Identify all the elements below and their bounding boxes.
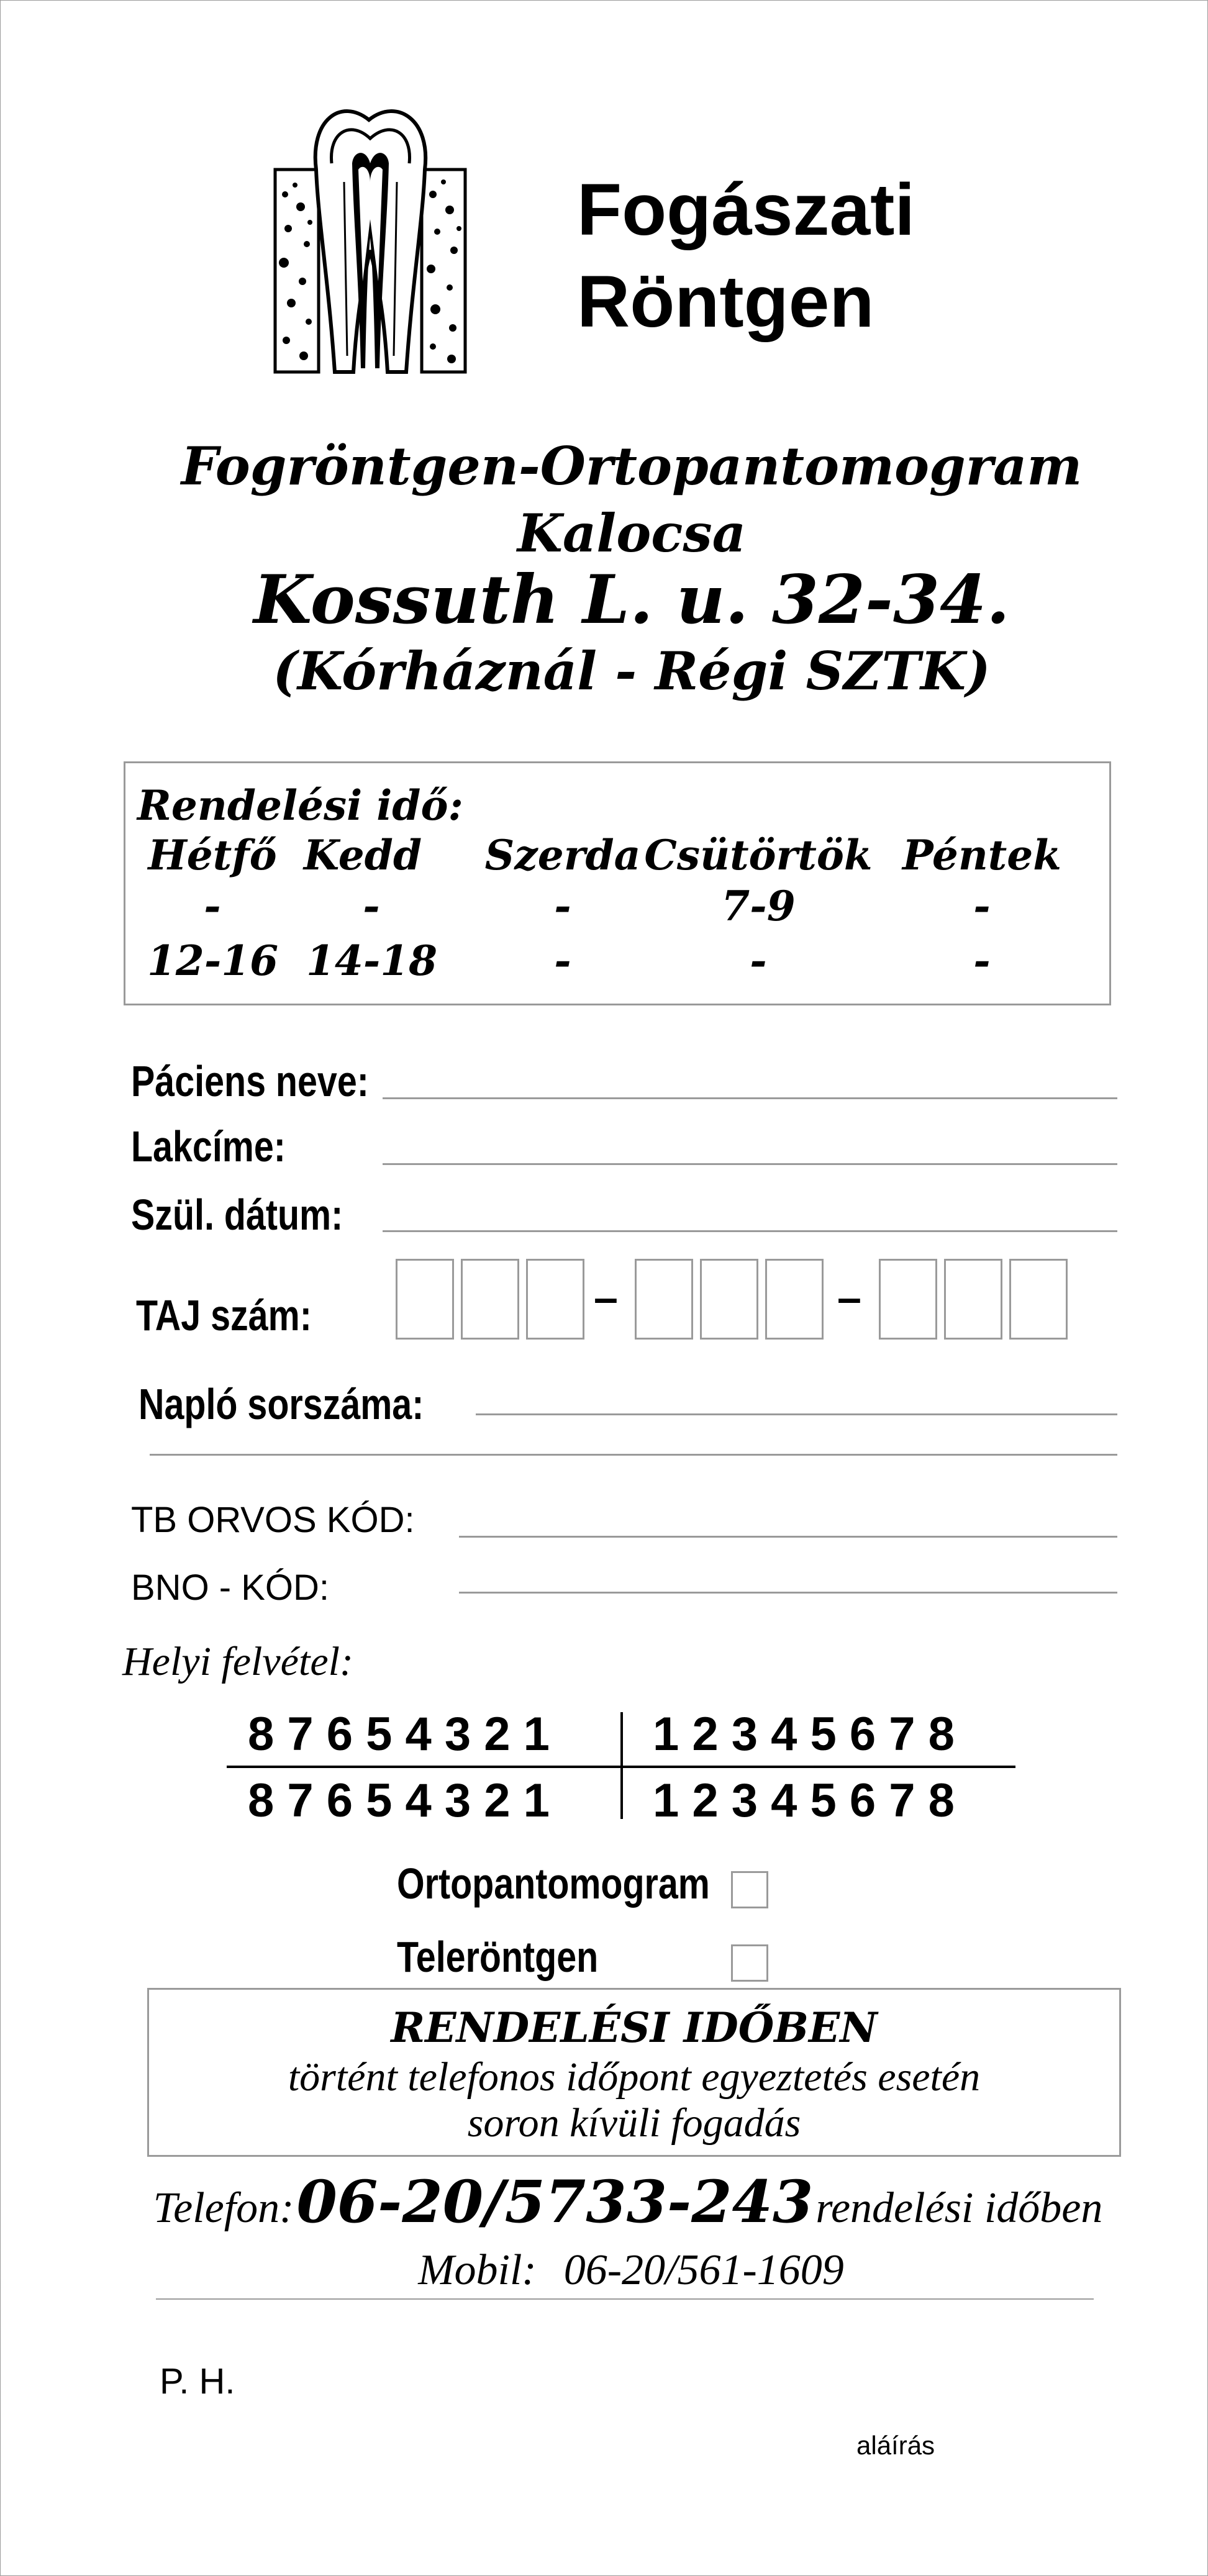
patient-address-line[interactable] bbox=[383, 1163, 1117, 1165]
day-tuesday: Kedd bbox=[303, 831, 422, 879]
clinic-city: Kalocsa bbox=[517, 502, 747, 564]
taj-digit-box[interactable] bbox=[944, 1259, 1002, 1340]
hours-cell: - bbox=[973, 937, 991, 985]
hours-cell: - bbox=[973, 882, 991, 930]
taj-digit-box[interactable] bbox=[879, 1259, 937, 1340]
patient-name-line[interactable] bbox=[383, 1097, 1117, 1099]
signature-label: aláírás bbox=[856, 2431, 935, 2460]
hours-cell: - bbox=[204, 882, 221, 930]
local-recording-label: Helyi felvétel: bbox=[122, 1639, 353, 1684]
hours-cell: 7-9 bbox=[721, 882, 796, 930]
patient-dob-label: Szül. dátum: bbox=[131, 1190, 343, 1239]
header-title-line2: Röntgen bbox=[577, 261, 874, 343]
tooth-row-upper-left: 8 7 6 5 4 3 2 1 bbox=[248, 1708, 550, 1761]
patient-name-label: Páciens neve: bbox=[131, 1057, 369, 1105]
hours-cell: 12-16 bbox=[147, 937, 279, 985]
tooth-row-lower-left: 8 7 6 5 4 3 2 1 bbox=[248, 1774, 550, 1827]
tele-checkbox[interactable] bbox=[731, 1944, 768, 1982]
mobile-label: Mobil: bbox=[418, 2246, 537, 2294]
hours-cell: - bbox=[554, 937, 571, 985]
hours-cell: 14-18 bbox=[306, 937, 438, 985]
taj-label: TAJ szám: bbox=[136, 1291, 312, 1340]
header-title-line1: Fogászati bbox=[577, 169, 915, 251]
bno-code-line[interactable] bbox=[459, 1592, 1117, 1594]
hours-label: Rendelési idő: bbox=[137, 781, 463, 830]
clinic-service: Fogröntgen-Ortopantomogram bbox=[181, 435, 1083, 497]
opg-label: Ortopantomogram bbox=[397, 1859, 710, 1908]
taj-digit-box[interactable] bbox=[526, 1259, 584, 1340]
taj-digit-box[interactable] bbox=[461, 1259, 519, 1340]
log-number-line[interactable] bbox=[476, 1413, 1117, 1415]
patient-dob-line[interactable] bbox=[383, 1230, 1117, 1232]
log-extra-line[interactable] bbox=[150, 1454, 1117, 1456]
taj-digit-box[interactable] bbox=[700, 1259, 758, 1340]
patient-address-label: Lakcíme: bbox=[131, 1122, 286, 1171]
phone-note: rendelési időben bbox=[815, 2184, 1103, 2232]
taj-separator: – bbox=[837, 1273, 861, 1322]
bno-code-label: BNO - KÓD: bbox=[131, 1567, 330, 1608]
log-number-label: Napló sorszáma: bbox=[139, 1380, 424, 1428]
mobile-number[interactable]: 06-20/561-1609 bbox=[563, 2246, 844, 2294]
doctor-code-label: TB ORVOS KÓD: bbox=[131, 1500, 415, 1540]
tooth-chart-vertical-divider bbox=[620, 1712, 623, 1819]
opg-checkbox[interactable] bbox=[731, 1871, 768, 1908]
day-friday: Péntek bbox=[902, 831, 1062, 879]
notice-title: RENDELÉSI IDŐBEN bbox=[391, 2003, 878, 2052]
tooth-xray-icon bbox=[273, 95, 468, 376]
stamp-label: P. H. bbox=[160, 2361, 235, 2401]
doctor-code-line[interactable] bbox=[459, 1536, 1117, 1538]
day-wednesday: Szerda bbox=[484, 831, 641, 879]
notice-line2: soron kívüli fogadás bbox=[467, 2100, 801, 2146]
phone-number[interactable]: 06-20/5733-243 bbox=[296, 2168, 814, 2236]
contact-divider bbox=[156, 2298, 1094, 2300]
taj-digit-box[interactable] bbox=[765, 1259, 824, 1340]
day-monday: Hétfő bbox=[148, 831, 277, 879]
notice-line1: történt telefonos időpont egyeztetés esetén bbox=[288, 2054, 981, 2100]
taj-digit-box[interactable] bbox=[1009, 1259, 1068, 1340]
taj-digit-box[interactable] bbox=[396, 1259, 454, 1340]
tele-label: Teleröntgen bbox=[397, 1933, 599, 1981]
taj-separator: – bbox=[594, 1273, 618, 1322]
hours-cell: - bbox=[750, 937, 767, 985]
tooth-row-lower-right: 1 2 3 4 5 6 7 8 bbox=[653, 1774, 955, 1827]
clinic-location-note: (Kórháznál - Régi SZTK) bbox=[273, 640, 991, 702]
phone-label: Telefon: bbox=[153, 2184, 294, 2232]
clinic-address: Kossuth L. u. 32-34. bbox=[253, 561, 1010, 639]
day-thursday: Csütörtök bbox=[644, 831, 873, 879]
hours-cell: - bbox=[363, 882, 380, 930]
taj-digit-box[interactable] bbox=[635, 1259, 693, 1340]
phone-line bbox=[1, 2168, 1208, 2254]
tooth-row-upper-right: 1 2 3 4 5 6 7 8 bbox=[653, 1708, 955, 1761]
hours-cell: - bbox=[554, 882, 571, 930]
